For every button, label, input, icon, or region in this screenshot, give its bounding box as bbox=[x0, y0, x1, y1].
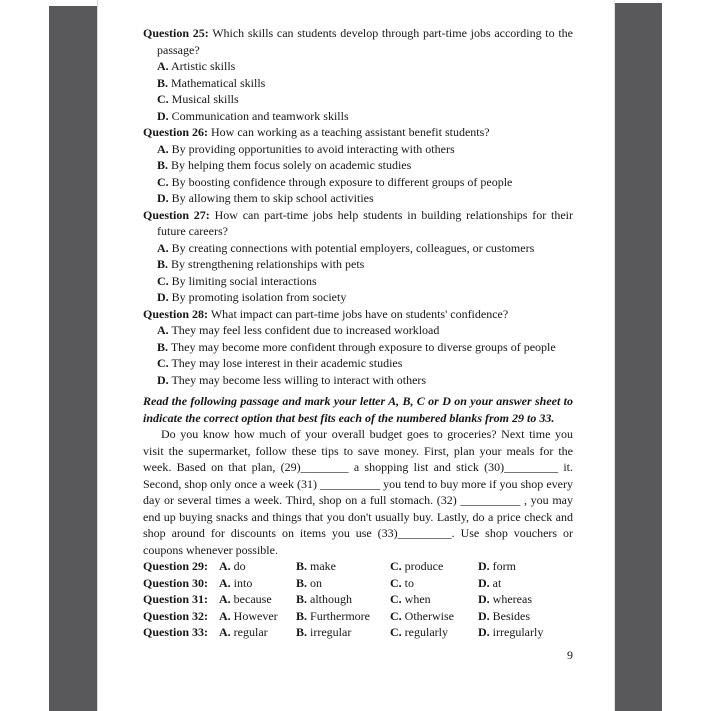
option-text: because bbox=[233, 592, 272, 606]
option-letter: B. bbox=[296, 575, 308, 590]
question-block-25 bbox=[143, 25, 573, 124]
mcq-label: Question 30: bbox=[143, 575, 209, 590]
cloze-passage: Do you know how much of your overall budget goes to groceries? Next time you visit the supermarket, follow these tips to save money. First, plan your meals for the week. Based on that plan, (29)________ a shopping list and stick (30)_________ it. Second, shop only once a week (31) __________ you tend to buy more if you shop every day or several times a week. Third, shop on a full stomach. (32) __________ , you may end up buying snacks and things that you don't usually buy. Lastly, do a price check and shop around for discounts on items you use (33)_________. Use shop vouchers or coupons whenever possible. bbox=[143, 427, 573, 557]
mcq-option bbox=[219, 591, 296, 608]
option-row bbox=[157, 75, 573, 92]
option-text: However bbox=[233, 608, 278, 623]
option-text: form bbox=[492, 559, 516, 573]
option-text: into bbox=[233, 575, 253, 590]
option-letter: B. bbox=[157, 339, 169, 354]
mcq-option bbox=[296, 575, 390, 592]
mcq-row-32 bbox=[143, 608, 573, 625]
option-letter: D. bbox=[157, 372, 169, 387]
option-letter: A. bbox=[157, 59, 169, 73]
option-text: Besides bbox=[492, 608, 531, 623]
question-prompt: How can part-time jobs help students in building relationships for their future careers? bbox=[157, 207, 573, 238]
option-letter: A. bbox=[219, 625, 231, 639]
option-text: Otherwise bbox=[404, 608, 454, 623]
question-block-27 bbox=[143, 207, 573, 306]
option-letter: C. bbox=[390, 625, 402, 639]
option-letter: D. bbox=[157, 108, 169, 123]
option-letter: D. bbox=[478, 625, 490, 639]
option-letter: A. bbox=[219, 608, 231, 623]
option-row bbox=[157, 240, 573, 257]
option-text: By creating connections with potential employers, colleagues, or customers bbox=[171, 240, 535, 255]
mcq-option bbox=[390, 575, 478, 592]
option-text: They may become less willing to interact with others bbox=[171, 372, 427, 387]
option-letter: C. bbox=[157, 174, 169, 189]
option-text: Musical skills bbox=[171, 92, 239, 106]
option-text: produce bbox=[404, 559, 444, 573]
option-letter: C. bbox=[390, 575, 402, 590]
option-text: although bbox=[310, 592, 353, 606]
option-row bbox=[157, 256, 573, 273]
option-letter: B. bbox=[296, 592, 308, 606]
mcq-grid bbox=[143, 558, 573, 641]
mcq-option bbox=[478, 575, 573, 592]
mcq-option bbox=[390, 608, 478, 625]
option-letter: A. bbox=[219, 559, 231, 573]
mcq-option bbox=[390, 591, 478, 608]
option-letter: B. bbox=[296, 625, 308, 639]
option-letter: C. bbox=[157, 356, 169, 370]
option-letter: D. bbox=[157, 290, 169, 304]
right-margin-bar bbox=[615, 3, 662, 711]
option-text: By limiting social interactions bbox=[171, 273, 317, 288]
option-text: They may lose interest in their academic studies bbox=[171, 356, 403, 370]
question-line bbox=[143, 306, 573, 323]
option-letter: A. bbox=[157, 323, 169, 337]
question-prompt: What impact can part-time jobs have on students' confidence? bbox=[210, 306, 509, 321]
option-row bbox=[157, 91, 573, 108]
option-text: Artistic skills bbox=[171, 59, 236, 73]
mcq-option bbox=[296, 558, 390, 575]
mcq-label: Question 33: bbox=[143, 625, 209, 639]
option-row bbox=[157, 339, 573, 356]
option-letter: B. bbox=[157, 257, 169, 271]
option-row bbox=[157, 108, 573, 125]
mcq-option bbox=[296, 591, 390, 608]
page-number: 9 bbox=[567, 647, 573, 662]
question-block-28 bbox=[143, 306, 573, 389]
option-text: By helping them focus solely on academic studies bbox=[171, 158, 412, 172]
question-block-26 bbox=[143, 124, 573, 207]
question-label: Question 26: bbox=[143, 125, 209, 139]
option-letter: A. bbox=[157, 141, 169, 156]
mcq-option bbox=[296, 608, 390, 625]
option-letter: C. bbox=[390, 559, 402, 573]
option-letter: A. bbox=[219, 575, 231, 590]
mcq-row-30 bbox=[143, 575, 573, 592]
option-text: Communication and teamwork skills bbox=[171, 108, 349, 123]
mcq-row-29 bbox=[143, 558, 573, 575]
option-letter: B. bbox=[296, 608, 308, 623]
question-label: Question 28: bbox=[143, 306, 209, 321]
mcq-option bbox=[219, 624, 296, 641]
mcq-option bbox=[219, 608, 296, 625]
option-letter: B. bbox=[157, 75, 169, 90]
option-letter: B. bbox=[296, 559, 308, 573]
option-letter: D. bbox=[157, 191, 169, 205]
option-text: By allowing them to skip school activities bbox=[171, 191, 374, 205]
option-text: By providing opportunities to avoid interacting with others bbox=[171, 141, 455, 156]
option-row bbox=[157, 141, 573, 158]
mcq-row-33 bbox=[143, 624, 573, 641]
options-list bbox=[157, 240, 573, 306]
question-line bbox=[143, 207, 573, 240]
option-letter: B. bbox=[157, 158, 169, 172]
mcq-option bbox=[478, 591, 573, 608]
left-margin-bar bbox=[49, 6, 97, 711]
option-letter: D. bbox=[478, 592, 490, 606]
question-prompt: How can working as a teaching assistant benefit students? bbox=[211, 125, 490, 139]
option-letter: C. bbox=[390, 592, 402, 606]
mcq-row-31 bbox=[143, 591, 573, 608]
mcq-option bbox=[296, 624, 390, 641]
option-row bbox=[157, 372, 573, 389]
mcq-label: Question 32: bbox=[143, 608, 209, 623]
mcq-label: Question 31: bbox=[143, 592, 209, 606]
option-letter: A. bbox=[219, 592, 231, 606]
option-letter: D. bbox=[478, 608, 490, 623]
option-row bbox=[157, 58, 573, 75]
option-text: Furthermore bbox=[310, 608, 370, 623]
option-text: whereas bbox=[492, 592, 532, 606]
question-line bbox=[143, 124, 573, 141]
option-text: irregularly bbox=[492, 625, 544, 639]
option-text: to bbox=[404, 575, 415, 590]
option-row bbox=[157, 273, 573, 290]
mcq-option bbox=[478, 624, 573, 641]
options-list bbox=[157, 58, 573, 124]
option-row bbox=[157, 174, 573, 191]
option-text: regular bbox=[233, 625, 268, 639]
option-text: make bbox=[310, 559, 337, 573]
question-label: Question 25: bbox=[143, 26, 209, 40]
option-text: They may feel less confident due to increased workload bbox=[171, 323, 440, 337]
option-row bbox=[157, 157, 573, 174]
option-text: By promoting isolation from society bbox=[171, 290, 347, 304]
option-text: regularly bbox=[404, 625, 448, 639]
question-label: Question 27: bbox=[143, 207, 210, 222]
section-instruction: Read the following passage and mark your letter A, B, C or D on your answer sheet to indicate the correct option that best fits each of the numbered blanks from 29 to 33. bbox=[143, 394, 573, 425]
question-prompt: Which skills can students develop through part-time jobs according to the passage? bbox=[157, 26, 573, 57]
option-text: By boosting confidence through exposure to different groups of people bbox=[171, 174, 513, 189]
option-letter: C. bbox=[157, 273, 169, 288]
options-list bbox=[157, 322, 573, 388]
option-letter: D. bbox=[478, 575, 490, 590]
mcq-option bbox=[219, 558, 296, 575]
option-text: at bbox=[492, 575, 502, 590]
option-row bbox=[157, 289, 573, 306]
option-text: They may become more confident through exposure to diverse groups of people bbox=[170, 339, 556, 354]
mcq-option bbox=[478, 558, 573, 575]
option-letter: C. bbox=[157, 92, 169, 106]
option-letter: C. bbox=[390, 608, 402, 623]
option-row bbox=[157, 190, 573, 207]
option-letter: A. bbox=[157, 240, 169, 255]
option-text: By strengthening relationships with pets bbox=[171, 257, 365, 271]
option-text: on bbox=[310, 575, 323, 590]
options-list bbox=[157, 141, 573, 207]
option-text: do bbox=[233, 559, 246, 573]
option-text: when bbox=[404, 592, 431, 606]
question-line bbox=[143, 25, 573, 58]
option-text: Mathematical skills bbox=[171, 75, 266, 90]
document-page bbox=[97, 0, 615, 711]
option-letter: D. bbox=[478, 559, 490, 573]
mcq-option bbox=[219, 575, 296, 592]
mcq-option bbox=[478, 608, 573, 625]
mcq-label: Question 29: bbox=[143, 559, 209, 573]
mcq-option bbox=[390, 624, 478, 641]
option-row bbox=[157, 355, 573, 372]
mcq-option bbox=[390, 558, 478, 575]
option-text: irregular bbox=[310, 625, 352, 639]
option-row bbox=[157, 322, 573, 339]
